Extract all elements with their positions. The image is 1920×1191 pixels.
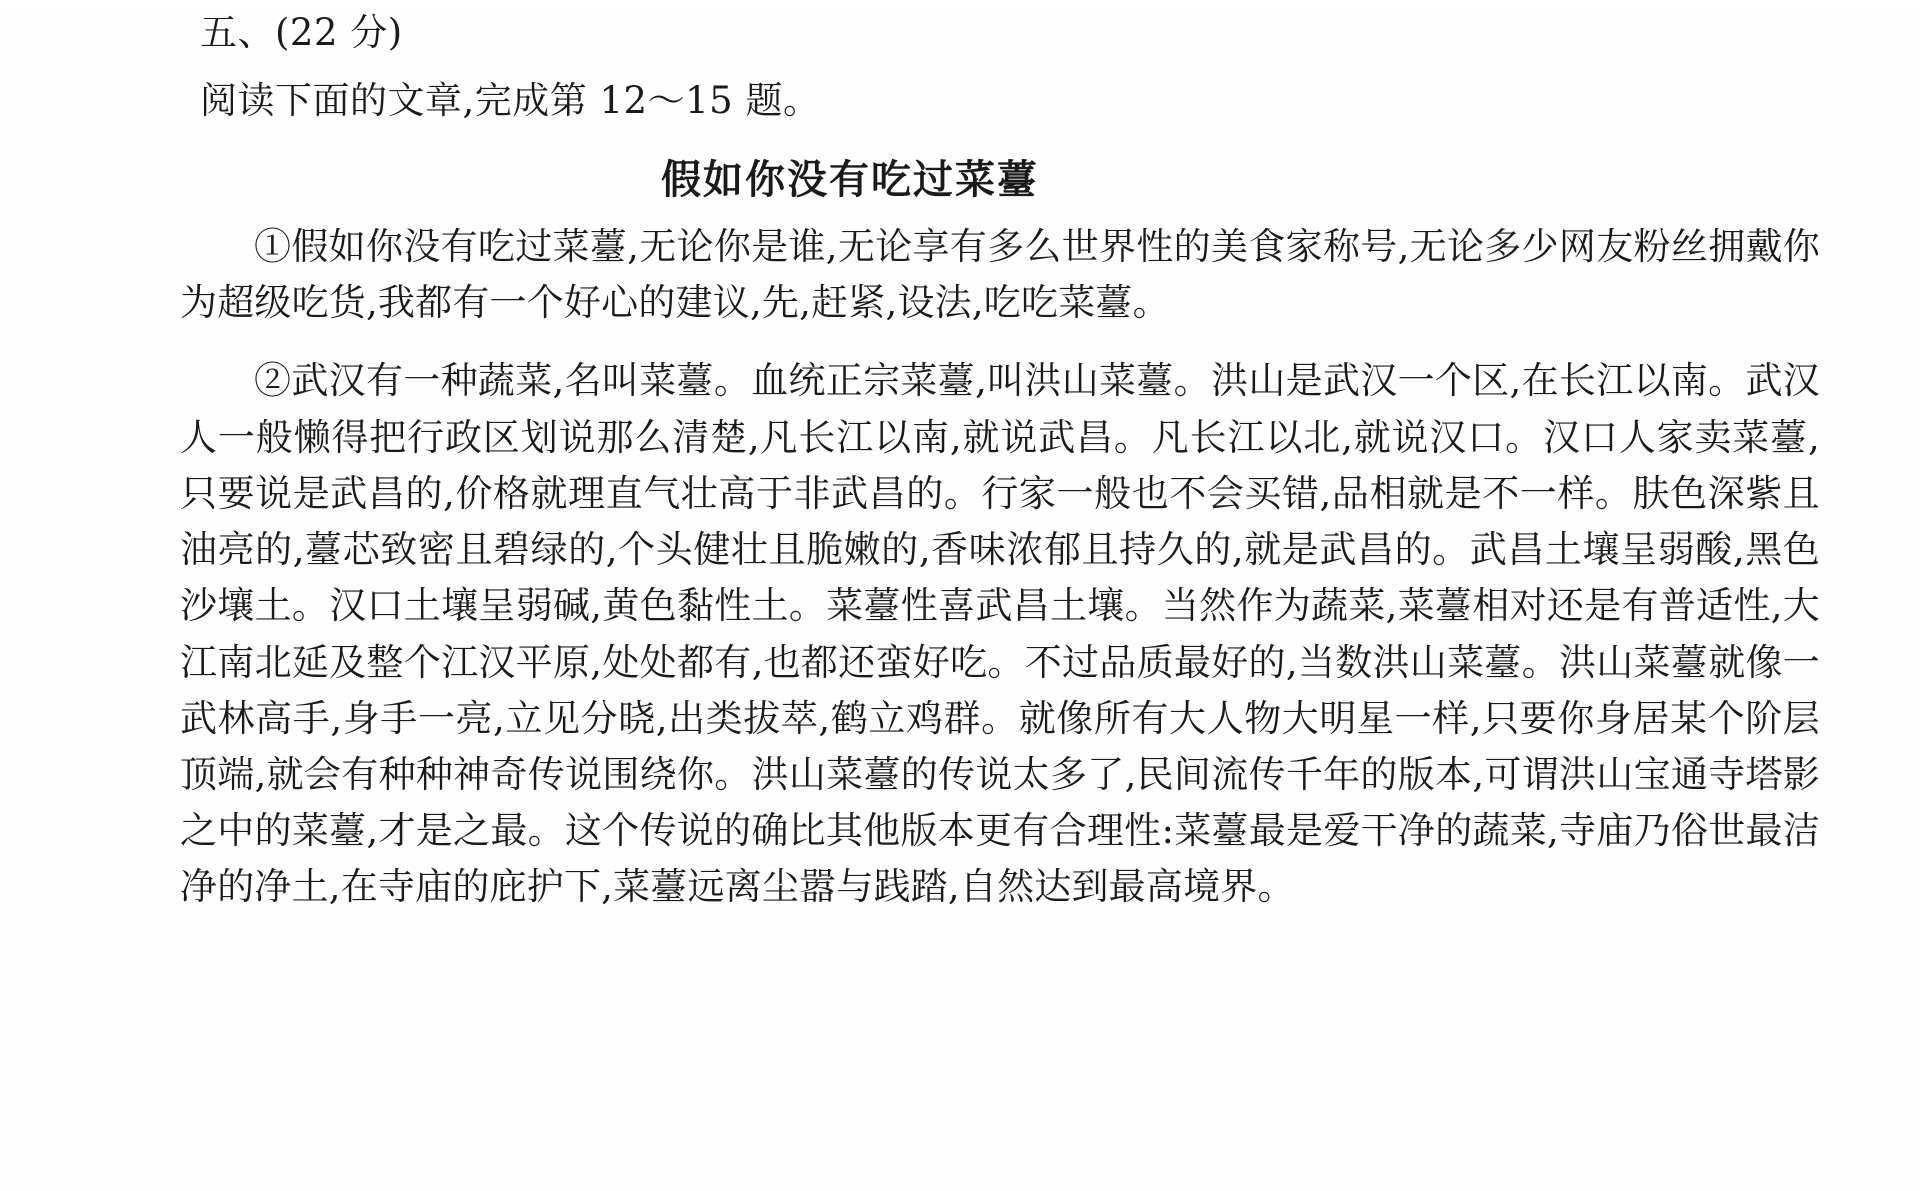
paragraph-2: ②武汉有一种蔬菜,名叫菜薹。血统正宗菜薹,叫洪山菜薹。洪山是武汉一个区,在长江以南。武汉人一般懒得把行政区划说那么清楚,凡长江以南,就说武昌。凡长江以北,就说汉口。汉口人家卖菜薹,只要说是武昌的,价格就理直气壮高于非武昌的。行家一般也不会买错,品相就是不一样。肤色深紫且油亮的,薹芯致密且碧绿的,个头健壮且脆嫩的,香味浓郁且持久的,就是武昌的。武昌土壤呈弱酸,黑色沙壤土。汉口土壤呈弱碱,黄色黏性土。菜薹性喜武昌土壤。当然作为蔬菜,菜薹相对还是有普适性,大江南北延及整个江汉平原,处处都有,也都还蛮好吃。不过品质最好的,当数洪山菜薹。洪山菜薹就像一武林高手,身手一亮,立见分晓,出类拔萃,鹤立鸡群。就像所有大人物大明星一样,只要你身居某个阶层顶端,就会有种种神奇传说围绕你。洪山菜薹的传说太多了,民间流传千年的版本,可谓洪山宝通寺塔影之中的菜薹,才是之最。这个传说的确比其他版本更有合理性:菜薹最是爱干净的蔬菜,寺庙乃俗世最洁净的净土,在寺庙的庇护下,菜薹远离尘嚣与践踏,自然达到最高境界。	[180, 359, 1820, 909]
paragraph-1: ①假如你没有吃过菜薹,无论你是谁,无论享有多么世界性的美食家称号,无论多少网友粉丝拥戴你为超级吃货,我都有一个好心的建议,先,赶紧,设法,吃吃菜薹。	[180, 224, 1820, 325]
section-header: 五、(22 分)	[200, 11, 403, 54]
reading-instruction: 阅读下面的文章,完成第 12～15 题。	[200, 78, 821, 122]
article-title: 假如你没有吃过菜薹	[661, 155, 1039, 203]
document-page	[0, 8, 1920, 1191]
